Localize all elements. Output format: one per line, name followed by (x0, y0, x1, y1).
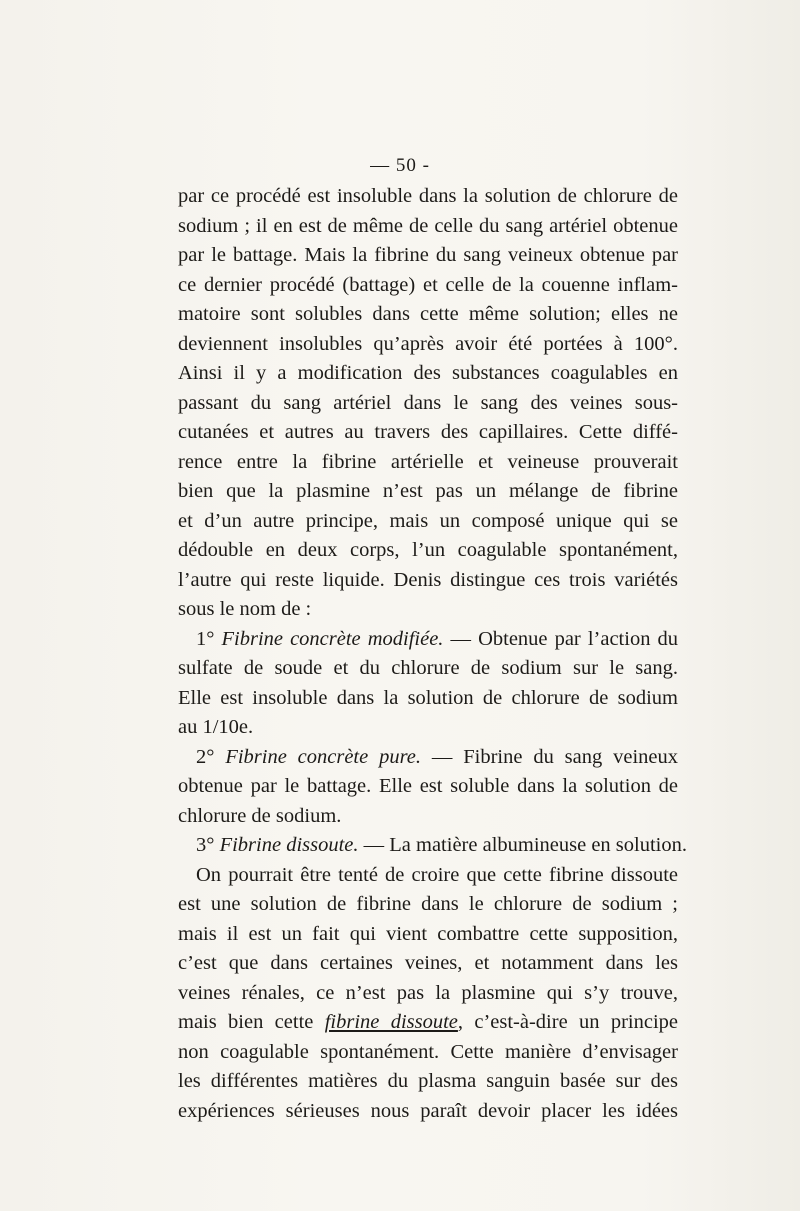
text-line: passant du sang artériel dans le sang des veines sous- (178, 391, 678, 414)
item-number: 2° (196, 745, 215, 768)
text-line: sulfate de soude et du chlorure de sodium sur le sang. (178, 657, 678, 679)
item-description: — Obtenue par l’action du (443, 627, 679, 650)
item-title: Fibrine concrète pure. (225, 745, 422, 768)
text-line-mixed (178, 1008, 678, 1038)
italic-term: fibrine dissoute (324, 1011, 458, 1033)
text-line: par ce procédé est insoluble dans la solution de chlorure de (178, 185, 678, 207)
list-item-1-heading (178, 625, 678, 655)
body-text (178, 182, 687, 1126)
item-title: Fibrine concrète modifiée. (221, 627, 444, 650)
text-line: c’est que dans certaines veines, et notamment dans les (178, 952, 678, 974)
text-line: dédouble en deux corps, l’un coagulable spontanément, (178, 539, 678, 561)
text-line: expériences sérieuses nous paraît devoir placer les idées (178, 1099, 678, 1122)
text-line: par le battage. Mais la fibrine du sang veineux obtenue par (178, 244, 678, 266)
text-line: non coagulable spontanément. Cette manière d’envisager (178, 1040, 678, 1063)
text-line: obtenue par le battage. Elle est soluble dans la solution de (178, 775, 678, 797)
text-line: l’autre qui reste liquide. Denis distingue ces trois variétés (178, 568, 678, 591)
text-line: bien que la plasmine n’est pas un mélange de fibrine (178, 480, 678, 502)
item-description: — Fibrine du sang veineux (421, 745, 678, 768)
text-line: sodium ; il en est de même de celle du sang artériel obtenue (178, 214, 678, 237)
list-item-2-heading (178, 743, 678, 773)
list-item-3-heading (178, 831, 687, 861)
text-line: cutanées et autres au travers des capillaires. Cette diffé- (178, 421, 678, 443)
text-line: et d’un autre principe, mais un composé unique qui se (178, 509, 678, 532)
text-line: rence entre la fibrine artérielle et veineuse prouverait (178, 450, 678, 473)
item-title: Fibrine dissoute. (219, 834, 359, 856)
text-line: mais il est un fait qui vient combattre cette supposition, (178, 922, 678, 945)
item-number: 3° (196, 834, 215, 856)
text-line: au 1/10e. (178, 716, 254, 738)
item-number: 1° (196, 627, 215, 650)
text-line: les différentes matières du plasma sanguin basée sur des (178, 1070, 678, 1092)
text-line: matoire sont solubles dans cette même solution; elles ne (178, 303, 678, 325)
text-line: deviennent insolubles qu’après avoir été portées à 100°. (178, 332, 678, 355)
text-fragment: , c’est-à-dire un principe (457, 1011, 679, 1033)
text-line: sous le nom de : (178, 598, 312, 620)
item-description: — La matière albumineuse en solution. (358, 834, 687, 856)
text-line: ce dernier procédé (battage) et celle de la couenne inflam- (178, 273, 678, 296)
page-number: — 50 - (370, 155, 430, 176)
text-line: Elle est insoluble dans la solution de chlorure de sodium (178, 686, 678, 709)
text-line: On pourrait être tenté de croire que cette fibrine dissoute (196, 863, 678, 886)
text-line: veines rénales, ce n’est pas la plasmine qui s’y trouve, (178, 981, 678, 1004)
text-line: Ainsi il y a modification des substances coagulables en (178, 362, 678, 384)
text-line: est une solution de fibrine dans le chlorure de sodium ; (178, 893, 678, 915)
text-line: chlorure de sodium. (178, 804, 342, 827)
text-fragment: mais bien cette (178, 1011, 325, 1033)
